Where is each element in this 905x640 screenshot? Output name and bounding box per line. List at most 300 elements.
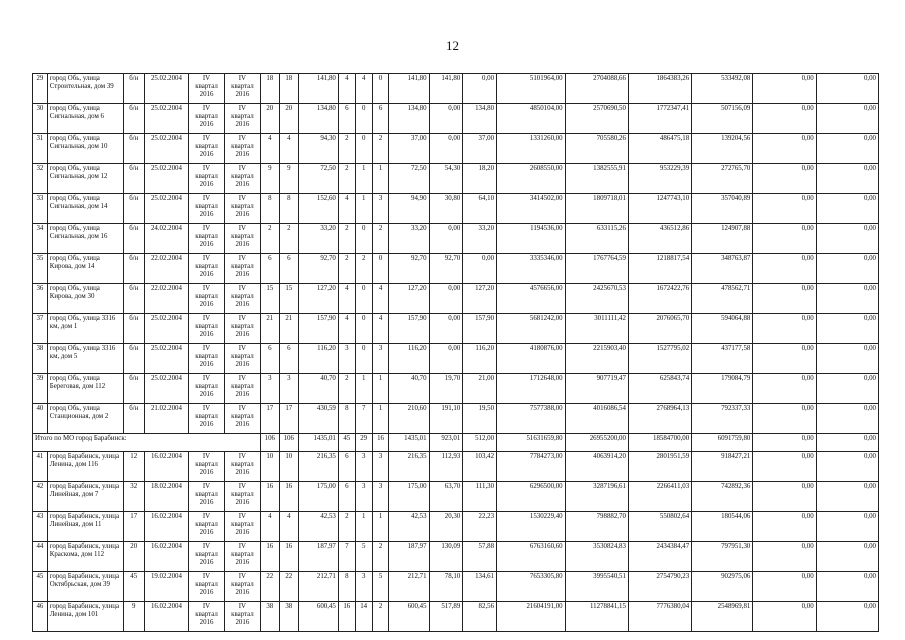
col-i: 134,61: [463, 572, 497, 602]
table-row: [33, 512, 879, 542]
col-b: 22: [279, 572, 298, 602]
table-row: [33, 194, 879, 224]
col-e: 0: [355, 314, 372, 344]
col-j: 21604191,00: [497, 602, 566, 632]
col-h: 0,00: [429, 314, 463, 344]
col-n1: 0,00: [753, 542, 816, 572]
col-g: 72,50: [389, 164, 429, 194]
col-l: 1247743,10: [628, 194, 691, 224]
col-e: 0: [355, 284, 372, 314]
col-f: 4: [372, 284, 389, 314]
document-number: 17: [123, 512, 144, 542]
col-d: 2: [338, 512, 355, 542]
col-f: 2: [372, 602, 389, 632]
col-n1: 0,00: [753, 512, 816, 542]
row-number: 35: [33, 254, 48, 284]
col-n1: 0,00: [753, 74, 816, 104]
col-b: 6: [279, 254, 298, 284]
col-n2: 0,00: [816, 104, 878, 134]
col-d: 4: [338, 194, 355, 224]
col-b: 3: [279, 374, 298, 404]
table-row: [33, 134, 879, 164]
area-cell: 94,30: [298, 134, 338, 164]
total-col-n2: 0,00: [816, 434, 878, 452]
col-k: 3530824,83: [565, 542, 628, 572]
col-m: 902975,06: [692, 572, 753, 602]
col-k: 907719,47: [565, 374, 628, 404]
col-j: 4850104,00: [497, 104, 566, 134]
date-cell: 25.02.2004: [144, 134, 188, 164]
col-n1: 0,00: [753, 572, 816, 602]
col-n1: 0,00: [753, 164, 816, 194]
col-m: 348763,87: [692, 254, 753, 284]
quarter-actual: IV квартал 2016: [224, 404, 260, 434]
col-a: 6: [260, 344, 279, 374]
area-cell: 216,35: [298, 452, 338, 482]
row-number: 30: [33, 104, 48, 134]
row-number: 36: [33, 284, 48, 314]
col-g: 33,20: [389, 224, 429, 254]
col-k: 1809718,01: [565, 194, 628, 224]
col-a: 21: [260, 314, 279, 344]
col-n2: 0,00: [816, 74, 878, 104]
col-f: 3: [372, 452, 389, 482]
col-n1: 0,00: [753, 404, 816, 434]
area-cell: 157,90: [298, 314, 338, 344]
col-a: 38: [260, 602, 279, 632]
col-n2: 0,00: [816, 224, 878, 254]
col-f: 2: [372, 224, 389, 254]
quarter-actual: IV квартал 2016: [224, 134, 260, 164]
quarter-plan: IV квартал 2016: [189, 572, 225, 602]
col-g: 141,80: [389, 74, 429, 104]
date-cell: 25.02.2004: [144, 194, 188, 224]
col-a: 9: [260, 164, 279, 194]
col-k: 2570690,50: [565, 104, 628, 134]
col-n2: 0,00: [816, 194, 878, 224]
col-m: 357040,89: [692, 194, 753, 224]
col-n2: 0,00: [816, 572, 878, 602]
col-e: 3: [355, 572, 372, 602]
document-number: 20: [123, 542, 144, 572]
quarter-actual: IV квартал 2016: [224, 512, 260, 542]
col-f: 0: [372, 74, 389, 104]
area-cell: 134,80: [298, 104, 338, 134]
col-l: 953229,39: [628, 164, 691, 194]
quarter-plan: IV квартал 2016: [189, 224, 225, 254]
quarter-plan: IV квартал 2016: [189, 134, 225, 164]
col-e: 1: [355, 194, 372, 224]
col-i: 0,00: [463, 254, 497, 284]
col-n1: 0,00: [753, 284, 816, 314]
page-number: 12: [446, 38, 459, 53]
col-e: 7: [355, 404, 372, 434]
quarter-plan: IV квартал 2016: [189, 74, 225, 104]
document-number: 12: [123, 452, 144, 482]
document-number: б/н: [123, 134, 144, 164]
col-j: 6296500,00: [497, 482, 566, 512]
col-b: 18: [279, 74, 298, 104]
table-row: [33, 164, 879, 194]
col-d: 8: [338, 404, 355, 434]
quarter-plan: IV квартал 2016: [189, 254, 225, 284]
col-n2: 0,00: [816, 344, 878, 374]
document-number: б/н: [123, 164, 144, 194]
col-k: 1767764,59: [565, 254, 628, 284]
col-d: 2: [338, 134, 355, 164]
table-row: [33, 74, 879, 104]
area-cell: 212,71: [298, 572, 338, 602]
col-k: 11278841,15: [565, 602, 628, 632]
col-f: 1: [372, 164, 389, 194]
date-cell: 19.02.2004: [144, 572, 188, 602]
quarter-actual: IV квартал 2016: [224, 482, 260, 512]
col-b: 4: [279, 512, 298, 542]
col-j: 2608550,00: [497, 164, 566, 194]
total-col-g: 1435,01: [389, 434, 429, 452]
row-number: 33: [33, 194, 48, 224]
col-h: 0,00: [429, 134, 463, 164]
quarter-plan: IV квартал 2016: [189, 104, 225, 134]
address-cell: город Обь, улица Сигнальная, дом 14: [47, 194, 123, 224]
col-d: 7: [338, 542, 355, 572]
table-row: [33, 344, 879, 374]
total-col-n1: 0,00: [753, 434, 816, 452]
col-a: 16: [260, 482, 279, 512]
col-j: 1331260,00: [497, 134, 566, 164]
document-number: б/н: [123, 344, 144, 374]
col-l: 2434384,47: [628, 542, 691, 572]
quarter-actual: IV квартал 2016: [224, 104, 260, 134]
total-area-cell: 1435,01: [298, 434, 338, 452]
col-n1: 0,00: [753, 224, 816, 254]
col-l: 1218817,54: [628, 254, 691, 284]
col-n1: 0,00: [753, 314, 816, 344]
col-m: 2548969,81: [692, 602, 753, 632]
col-d: 4: [338, 74, 355, 104]
col-n2: 0,00: [816, 512, 878, 542]
col-k: 3011111,42: [565, 314, 628, 344]
address-cell: город Обь, улица Береговая, дом 112: [47, 374, 123, 404]
col-e: 1: [355, 512, 372, 542]
col-h: 20,30: [429, 512, 463, 542]
date-cell: 25.02.2004: [144, 164, 188, 194]
row-number: 34: [33, 224, 48, 254]
quarter-actual: IV квартал 2016: [224, 224, 260, 254]
table-row: [33, 314, 879, 344]
col-e: 0: [355, 134, 372, 164]
document-number: б/н: [123, 404, 144, 434]
col-k: 3995540,51: [565, 572, 628, 602]
col-g: 157,90: [389, 314, 429, 344]
area-cell: 42,53: [298, 512, 338, 542]
col-g: 134,80: [389, 104, 429, 134]
quarter-plan: IV квартал 2016: [189, 404, 225, 434]
col-h: 141,80: [429, 74, 463, 104]
col-m: 272765,70: [692, 164, 753, 194]
document-number: б/н: [123, 284, 144, 314]
quarter-actual: IV квартал 2016: [224, 452, 260, 482]
col-e: 5: [355, 542, 372, 572]
col-h: 63,70: [429, 482, 463, 512]
quarter-plan: IV квартал 2016: [189, 602, 225, 632]
col-h: 0,00: [429, 284, 463, 314]
date-cell: 25.02.2004: [144, 104, 188, 134]
address-cell: город Обь, улица 3316 км, дом 1: [47, 314, 123, 344]
col-f: 4: [372, 314, 389, 344]
col-n2: 0,00: [816, 134, 878, 164]
address-cell: город Обь, улица Сигнальная, дом 6: [47, 104, 123, 134]
quarter-actual: IV квартал 2016: [224, 572, 260, 602]
col-e: 3: [355, 482, 372, 512]
col-k: 3287196,61: [565, 482, 628, 512]
total-col-i: 512,00: [463, 434, 497, 452]
address-cell: город Обь, улица Кирова, дом 14: [47, 254, 123, 284]
col-l: 436512,86: [628, 224, 691, 254]
address-cell: город Обь, улица Кирова, дом 30: [47, 284, 123, 314]
document-number: б/н: [123, 254, 144, 284]
area-cell: 430,59: [298, 404, 338, 434]
col-i: 57,88: [463, 542, 497, 572]
area-cell: 152,60: [298, 194, 338, 224]
col-d: 2: [338, 164, 355, 194]
col-i: 64,10: [463, 194, 497, 224]
col-l: 2266411,03: [628, 482, 691, 512]
col-g: 127,20: [389, 284, 429, 314]
col-h: 130,09: [429, 542, 463, 572]
col-f: 5: [372, 572, 389, 602]
quarter-actual: IV квартал 2016: [224, 164, 260, 194]
col-m: 533492,08: [692, 74, 753, 104]
quarter-actual: IV квартал 2016: [224, 542, 260, 572]
col-n1: 0,00: [753, 602, 816, 632]
col-f: 2: [372, 542, 389, 572]
col-j: 5681242,00: [497, 314, 566, 344]
col-l: 2754790,23: [628, 572, 691, 602]
col-i: 127,20: [463, 284, 497, 314]
date-cell: 16.02.2004: [144, 512, 188, 542]
address-cell: город Обь, улица Строительная, дом 39: [47, 74, 123, 104]
col-i: 37,00: [463, 134, 497, 164]
col-l: 550802,64: [628, 512, 691, 542]
col-b: 9: [279, 164, 298, 194]
col-f: 3: [372, 194, 389, 224]
date-cell: 25.02.2004: [144, 314, 188, 344]
row-number: 43: [33, 512, 48, 542]
col-k: 2215903,40: [565, 344, 628, 374]
col-a: 2: [260, 224, 279, 254]
col-f: 1: [372, 374, 389, 404]
col-g: 42,53: [389, 512, 429, 542]
col-e: 3: [355, 452, 372, 482]
col-i: 21,00: [463, 374, 497, 404]
col-h: 191,10: [429, 404, 463, 434]
col-b: 4: [279, 134, 298, 164]
col-h: 19,70: [429, 374, 463, 404]
col-f: 1: [372, 404, 389, 434]
quarter-plan: IV квартал 2016: [189, 194, 225, 224]
col-b: 16: [279, 482, 298, 512]
col-g: 216,35: [389, 452, 429, 482]
area-cell: 40,70: [298, 374, 338, 404]
date-cell: 25.02.2004: [144, 374, 188, 404]
col-h: 0,00: [429, 344, 463, 374]
col-n2: 0,00: [816, 542, 878, 572]
col-e: 4: [355, 74, 372, 104]
total-col-h: 923,01: [429, 434, 463, 452]
quarter-plan: IV квартал 2016: [189, 164, 225, 194]
row-number: 41: [33, 452, 48, 482]
quarter-plan: IV квартал 2016: [189, 284, 225, 314]
col-e: 2: [355, 254, 372, 284]
col-h: 517,89: [429, 602, 463, 632]
total-col-e: 29: [355, 434, 372, 452]
date-cell: 16.02.2004: [144, 602, 188, 632]
col-j: 3335346,00: [497, 254, 566, 284]
col-f: 2: [372, 134, 389, 164]
col-m: 797951,30: [692, 542, 753, 572]
address-cell: город Обь, улица Сигнальная, дом 12: [47, 164, 123, 194]
col-i: 111,30: [463, 482, 497, 512]
col-d: 16: [338, 602, 355, 632]
col-l: 625843,74: [628, 374, 691, 404]
col-j: 1530229,40: [497, 512, 566, 542]
col-g: 37,00: [389, 134, 429, 164]
col-g: 92,70: [389, 254, 429, 284]
col-j: 4180876,00: [497, 344, 566, 374]
col-e: 0: [355, 104, 372, 134]
col-b: 6: [279, 344, 298, 374]
total-col-j: 51631659,80: [497, 434, 566, 452]
document-number: 45: [123, 572, 144, 602]
col-b: 16: [279, 542, 298, 572]
date-cell: 22.02.2004: [144, 284, 188, 314]
quarter-actual: IV квартал 2016: [224, 284, 260, 314]
document-number: б/н: [123, 314, 144, 344]
col-h: 0,00: [429, 224, 463, 254]
col-m: 792337,33: [692, 404, 753, 434]
col-h: 54,30: [429, 164, 463, 194]
col-f: 3: [372, 344, 389, 374]
document-number: б/н: [123, 374, 144, 404]
col-n2: 0,00: [816, 404, 878, 434]
total-col-f: 16: [372, 434, 389, 452]
col-h: 112,93: [429, 452, 463, 482]
row-number: 38: [33, 344, 48, 374]
col-d: 6: [338, 452, 355, 482]
col-l: 2801951,59: [628, 452, 691, 482]
col-i: 33,20: [463, 224, 497, 254]
address-cell: город Обь, улица Сигнальная, дом 10: [47, 134, 123, 164]
col-n1: 0,00: [753, 254, 816, 284]
col-i: 157,90: [463, 314, 497, 344]
col-n1: 0,00: [753, 482, 816, 512]
total-label: Итого по МО город Барабинск:: [33, 434, 261, 452]
col-b: 2: [279, 224, 298, 254]
date-cell: 16.02.2004: [144, 452, 188, 482]
quarter-actual: IV квартал 2016: [224, 74, 260, 104]
col-b: 38: [279, 602, 298, 632]
col-l: 7776380,04: [628, 602, 691, 632]
col-a: 8: [260, 194, 279, 224]
row-number: 31: [33, 134, 48, 164]
col-a: 10: [260, 452, 279, 482]
col-k: 633115,26: [565, 224, 628, 254]
quarter-actual: IV квартал 2016: [224, 602, 260, 632]
col-j: 4576656,00: [497, 284, 566, 314]
col-m: 478562,71: [692, 284, 753, 314]
col-l: 2768964,13: [628, 404, 691, 434]
col-k: 798882,70: [565, 512, 628, 542]
area-cell: 175,00: [298, 482, 338, 512]
col-j: 7577388,00: [497, 404, 566, 434]
address-cell: город Барабинск, улица Линейная, дом 11: [47, 512, 123, 542]
row-number: 37: [33, 314, 48, 344]
col-n1: 0,00: [753, 194, 816, 224]
area-cell: 92,70: [298, 254, 338, 284]
col-k: 1382555,91: [565, 164, 628, 194]
row-number: 42: [33, 482, 48, 512]
table-row: [33, 452, 879, 482]
quarter-actual: IV квартал 2016: [224, 314, 260, 344]
table-row: [33, 572, 879, 602]
document-number: б/н: [123, 104, 144, 134]
col-n2: 0,00: [816, 374, 878, 404]
address-cell: город Барабинск, улица Линейная, дом 7: [47, 482, 123, 512]
table-row: [33, 284, 879, 314]
date-cell: 24.02.2004: [144, 224, 188, 254]
table-row: [33, 404, 879, 434]
table-row: [33, 254, 879, 284]
document-number: б/н: [123, 194, 144, 224]
address-cell: город Барабинск, улица Ленина, дом 101: [47, 602, 123, 632]
col-h: 78,10: [429, 572, 463, 602]
col-n2: 0,00: [816, 314, 878, 344]
col-n1: 0,00: [753, 134, 816, 164]
quarter-plan: IV квартал 2016: [189, 374, 225, 404]
col-g: 600,45: [389, 602, 429, 632]
table-row: [33, 482, 879, 512]
col-h: 0,00: [429, 104, 463, 134]
col-a: 3: [260, 374, 279, 404]
row-number: 45: [33, 572, 48, 602]
date-cell: 21.02.2004: [144, 404, 188, 434]
quarter-actual: IV квартал 2016: [224, 194, 260, 224]
col-m: 594064,88: [692, 314, 753, 344]
col-g: 210,60: [389, 404, 429, 434]
col-b: 15: [279, 284, 298, 314]
col-l: 1672422,76: [628, 284, 691, 314]
col-a: 15: [260, 284, 279, 314]
col-g: 94,90: [389, 194, 429, 224]
row-number: 44: [33, 542, 48, 572]
row-number: 40: [33, 404, 48, 434]
col-h: 92,70: [429, 254, 463, 284]
col-i: 82,56: [463, 602, 497, 632]
col-j: 3414502,00: [497, 194, 566, 224]
col-b: 10: [279, 452, 298, 482]
col-l: 1527795,02: [628, 344, 691, 374]
col-m: 742892,36: [692, 482, 753, 512]
col-a: 22: [260, 572, 279, 602]
address-cell: город Барабинск, улица Октябрьская, дом 39: [47, 572, 123, 602]
col-g: 175,00: [389, 482, 429, 512]
table-row: [33, 602, 879, 632]
area-cell: 600,45: [298, 602, 338, 632]
col-j: 7653305,80: [497, 572, 566, 602]
col-n2: 0,00: [816, 254, 878, 284]
date-cell: 25.02.2004: [144, 74, 188, 104]
